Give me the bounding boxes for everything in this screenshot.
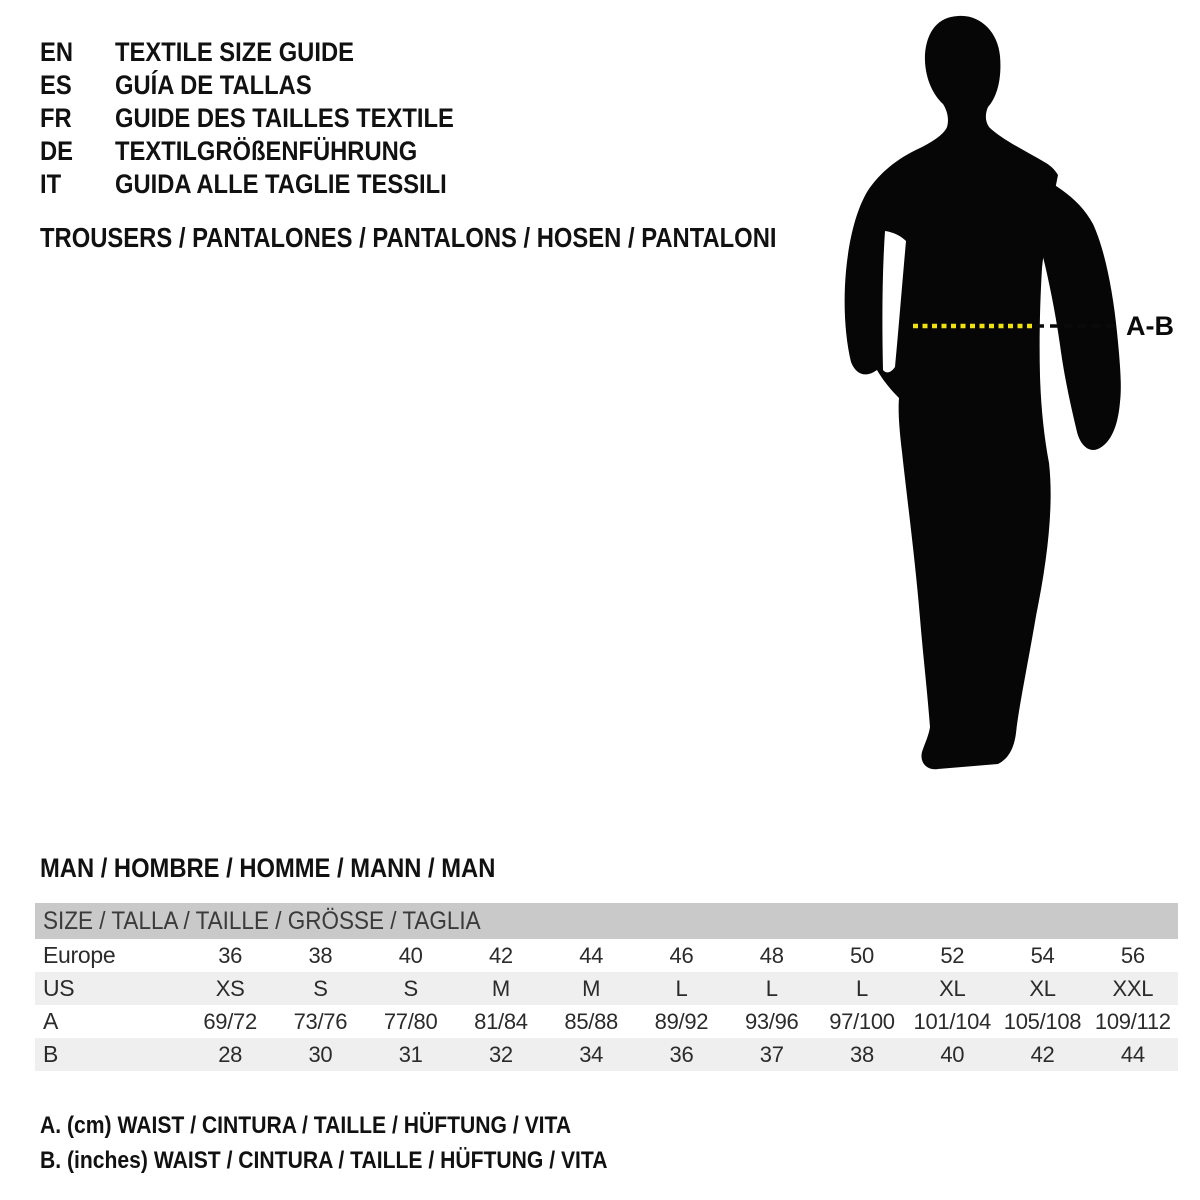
size-table-grid — [35, 939, 1178, 1071]
size-cell: 69/72 — [203, 1008, 257, 1034]
lang-row-de — [40, 135, 500, 168]
size-cell: 36 — [669, 1041, 694, 1067]
size-cell: 44 — [1120, 1041, 1145, 1067]
size-cell: L — [675, 975, 688, 1001]
footnotes — [40, 1108, 685, 1178]
lang-row-es — [40, 69, 500, 102]
lang-title-en: TEXTILE SIZE GUIDE — [115, 37, 354, 67]
lang-code-en: EN — [40, 37, 74, 67]
size-cell: 38 — [308, 942, 333, 968]
size-cell: 40 — [398, 942, 423, 968]
size-cell: XS — [215, 975, 245, 1001]
size-cell: 44 — [579, 942, 604, 968]
size-cell: 36 — [218, 942, 243, 968]
size-cell: S — [403, 975, 418, 1001]
size-cell: L — [765, 975, 778, 1001]
size-cell: 34 — [579, 1041, 604, 1067]
size-cell: 40 — [940, 1041, 965, 1067]
category-title: TROUSERS / PANTALONES / PANTALONS / HOSEN / PANTALONI — [40, 222, 777, 253]
lang-title-es: GUÍA DE TALLAS — [115, 70, 312, 100]
lang-row-fr — [40, 102, 500, 135]
size-cell: XL — [1029, 975, 1056, 1001]
section-title-man: MAN / HOMBRE / HOMME / MANN / MAN — [40, 853, 496, 883]
man-silhouette-figure — [830, 5, 1200, 795]
size-cell: S — [313, 975, 328, 1001]
lang-title-de: TEXTILGRÖßENFÜHRUNG — [115, 136, 418, 166]
size-cell: 89/92 — [654, 1008, 709, 1034]
size-cell: 42 — [1030, 1041, 1055, 1067]
size-cell: 97/100 — [829, 1008, 895, 1034]
size-cell: 42 — [488, 942, 513, 968]
size-cell: XL — [939, 975, 966, 1001]
table-row-a-cm — [35, 1005, 1178, 1038]
size-cell: 46 — [669, 942, 694, 968]
row-label-a: A — [43, 1008, 59, 1034]
table-row-europe — [35, 939, 1178, 972]
size-table — [35, 903, 1178, 1071]
lang-code-es: ES — [40, 70, 72, 100]
footnote-b-inches: B. (inches) WAIST / CINTURA / TAILLE / HÜFTUNG / VITA — [40, 1147, 608, 1174]
lang-code-it: IT — [40, 169, 62, 199]
language-title-list — [40, 36, 500, 201]
table-row-b-inches — [35, 1038, 1178, 1071]
size-cell: 48 — [759, 942, 784, 968]
lang-title-fr: GUIDE DES TAILLES TEXTILE — [115, 103, 454, 133]
size-cell: 32 — [488, 1041, 513, 1067]
size-table-header: SIZE / TALLA / TAILLE / GRÖSSE / TAGLIA — [35, 903, 1178, 939]
size-cell: 101/104 — [913, 1008, 991, 1034]
size-cell: 85/88 — [564, 1008, 618, 1034]
row-label-us: US — [43, 975, 75, 1001]
size-cell: 73/76 — [293, 1008, 348, 1034]
size-cell: 93/96 — [744, 1008, 799, 1034]
size-cell: 30 — [308, 1041, 333, 1067]
table-row-us — [35, 972, 1178, 1005]
size-cell: 50 — [850, 942, 874, 968]
footnote-a-cm: A. (cm) WAIST / CINTURA / TAILLE / HÜFTUNG / VITA — [40, 1112, 572, 1139]
row-label-europe: Europe — [43, 942, 116, 968]
row-label-b: B — [43, 1041, 59, 1067]
size-cell: 105/108 — [1003, 1008, 1082, 1034]
lang-code-fr: FR — [40, 103, 72, 133]
size-cell: L — [856, 975, 868, 1001]
size-cell: 52 — [940, 942, 965, 968]
size-cell: XXL — [1112, 975, 1154, 1001]
size-cell: 54 — [1030, 942, 1055, 968]
lang-row-it — [40, 168, 500, 201]
man-silhouette-body — [845, 16, 1058, 769]
size-cell: 109/112 — [1094, 1008, 1171, 1034]
size-cell: 28 — [218, 1041, 243, 1067]
lang-row-en — [40, 36, 500, 69]
size-cell: 56 — [1120, 942, 1145, 968]
size-cell: 77/80 — [383, 1008, 438, 1034]
lang-code-de: DE — [40, 136, 74, 166]
size-cell: 38 — [850, 1041, 874, 1067]
waist-measure-label: A-B — [1126, 311, 1174, 341]
lang-title-it: GUIDA ALLE TAGLIE TESSILI — [115, 169, 447, 199]
size-cell: 37 — [759, 1041, 784, 1067]
size-cell: 81/84 — [474, 1008, 528, 1034]
size-cell: 31 — [398, 1041, 423, 1067]
size-cell: M — [582, 975, 601, 1001]
size-cell: M — [491, 975, 510, 1001]
